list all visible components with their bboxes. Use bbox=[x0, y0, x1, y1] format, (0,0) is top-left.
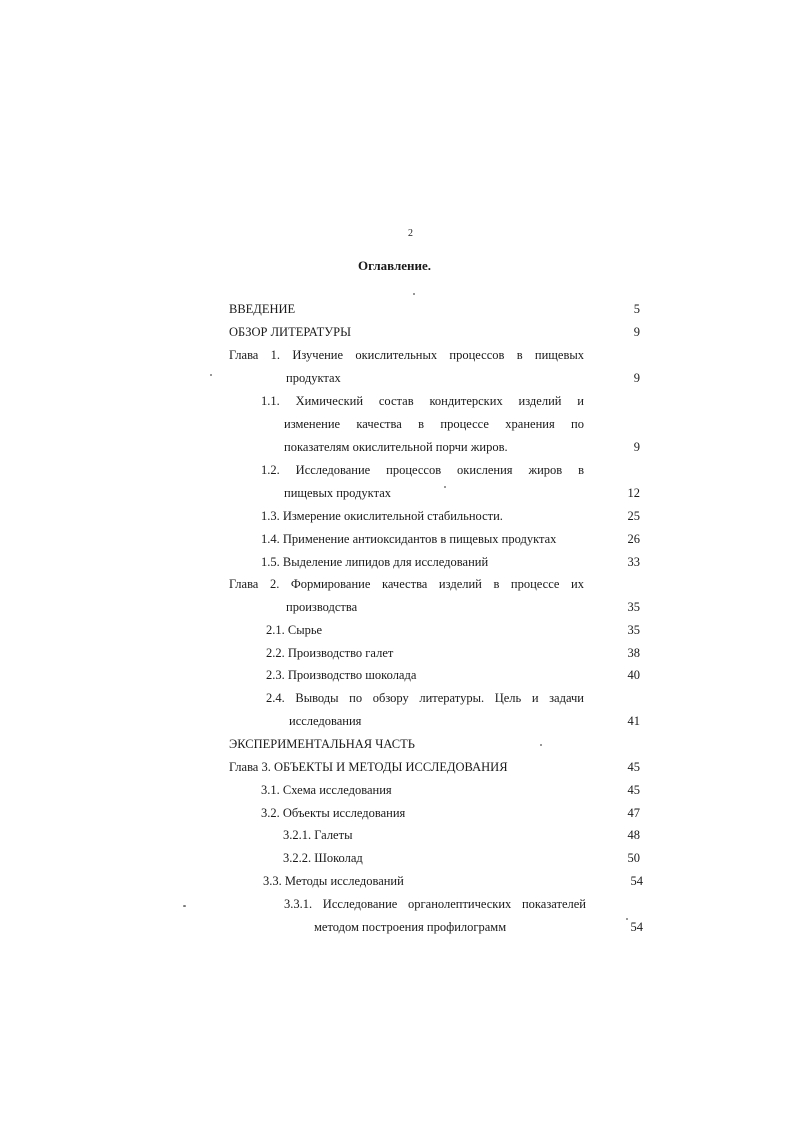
toc-page-3-2: 47 bbox=[627, 806, 640, 820]
toc-entry-1-1-line3: показателям окислительной порчи жиров. bbox=[284, 440, 508, 454]
toc-entry-experimental: ЭКСПЕРИМЕНТАЛЬНАЯ ЧАСТЬ bbox=[229, 737, 415, 751]
toc-entry-ch3: Глава 3. ОБЪЕКТЫ И МЕТОДЫ ИССЛЕДОВАНИЯ bbox=[229, 760, 508, 774]
toc-entry-3-3-1-line1: 3.3.1. Исследование органолептических показателей bbox=[284, 897, 586, 911]
toc-title bbox=[0, 258, 795, 274]
toc-entry-1-1-line1: 1.1. Химический состав кондитерских изделий и bbox=[261, 394, 584, 408]
scan-speck bbox=[413, 293, 415, 295]
toc-entry-1-5: 1.5. Выделение липидов для исследований bbox=[261, 555, 489, 569]
toc-entry-3-1: 3.1. Схема исследования bbox=[261, 783, 392, 797]
toc-entry-2-1: 2.1. Сырье bbox=[266, 623, 323, 637]
toc-page-1-3: 25 bbox=[627, 509, 640, 523]
toc-entry-ch2-line1: Глава 2. Формирование качества изделий в процессе их bbox=[229, 577, 584, 591]
toc-page-2-2: 38 bbox=[627, 646, 640, 660]
toc-entry-1-3: 1.3. Измерение окислительной стабильности. bbox=[261, 509, 503, 523]
toc-entry-ch2-line2: производства bbox=[286, 600, 358, 614]
toc-page-1-4: 26 bbox=[627, 532, 640, 546]
toc-page-review: 9 bbox=[633, 325, 640, 339]
toc-entry-3-2: 3.2. Объекты исследования bbox=[261, 806, 406, 820]
toc-page-ch2: 35 bbox=[627, 600, 640, 614]
scan-speck bbox=[183, 905, 186, 907]
toc-entry-1-2-line2: пищевых продуктах bbox=[284, 486, 391, 500]
scan-speck bbox=[540, 744, 542, 746]
scan-speck bbox=[210, 374, 212, 376]
toc-entry-3-2-2: 3.2.2. Шоколад bbox=[283, 851, 363, 865]
toc-page-2-3: 40 bbox=[627, 668, 640, 682]
scan-speck bbox=[626, 918, 628, 920]
toc-entry-1-2-line1: 1.2. Исследование процессов окисления жиров в bbox=[261, 463, 584, 477]
toc-entry-review: ОБЗОР ЛИТЕРАТУРЫ bbox=[229, 325, 351, 339]
toc-page-1-2: 12 bbox=[627, 486, 640, 500]
toc-page-1-1: 9 bbox=[633, 440, 640, 454]
toc-entry-3-2-1: 3.2.1. Галеты bbox=[283, 828, 353, 842]
toc-page-ch1: 9 bbox=[633, 371, 640, 385]
toc-page-1-5: 33 bbox=[627, 555, 640, 569]
scan-speck bbox=[444, 486, 446, 488]
toc-page-3-1: 45 bbox=[627, 783, 640, 797]
toc-page-2-4: 41 bbox=[627, 714, 640, 728]
toc-page-2-1: 35 bbox=[627, 623, 640, 637]
toc-entry-3-3: 3.3. Методы исследований bbox=[263, 874, 404, 888]
toc-page-intro: 5 bbox=[633, 302, 640, 316]
toc-entry-1-4: 1.4. Применение антиоксидантов в пищевых продуктах bbox=[261, 532, 557, 546]
page-number: 2 bbox=[408, 228, 413, 239]
toc-page-3-2-2: 50 bbox=[627, 851, 640, 865]
toc-entry-intro: ВВЕДЕНИЕ bbox=[229, 302, 296, 316]
toc-entry-2-3: 2.3. Производство шоколада bbox=[266, 668, 417, 682]
toc-page-3-3-1: 54 bbox=[630, 920, 643, 934]
toc-page-ch3: 45 bbox=[627, 760, 640, 774]
toc-entry-1-1-line2: изменение качества в процессе хранения по bbox=[284, 417, 584, 431]
toc-entry-ch1-line1: Глава 1. Изучение окислительных процессов в пищевых bbox=[229, 348, 584, 362]
toc-page-3-3: 54 bbox=[630, 874, 643, 888]
toc-page-3-2-1: 48 bbox=[627, 828, 640, 842]
toc-entry-ch1-line2: продуктах bbox=[286, 371, 341, 385]
toc-entry-2-2: 2.2. Производство галет bbox=[266, 646, 394, 660]
toc-entry-3-3-1-line2: методом построения профилограмм bbox=[314, 920, 507, 934]
toc-entry-2-4-line2: исследования bbox=[289, 714, 362, 728]
toc-entry-2-4-line1: 2.4. Выводы по обзору литературы. Цель и задачи bbox=[266, 691, 584, 705]
toc-title-text: Оглавление. bbox=[357, 258, 432, 273]
